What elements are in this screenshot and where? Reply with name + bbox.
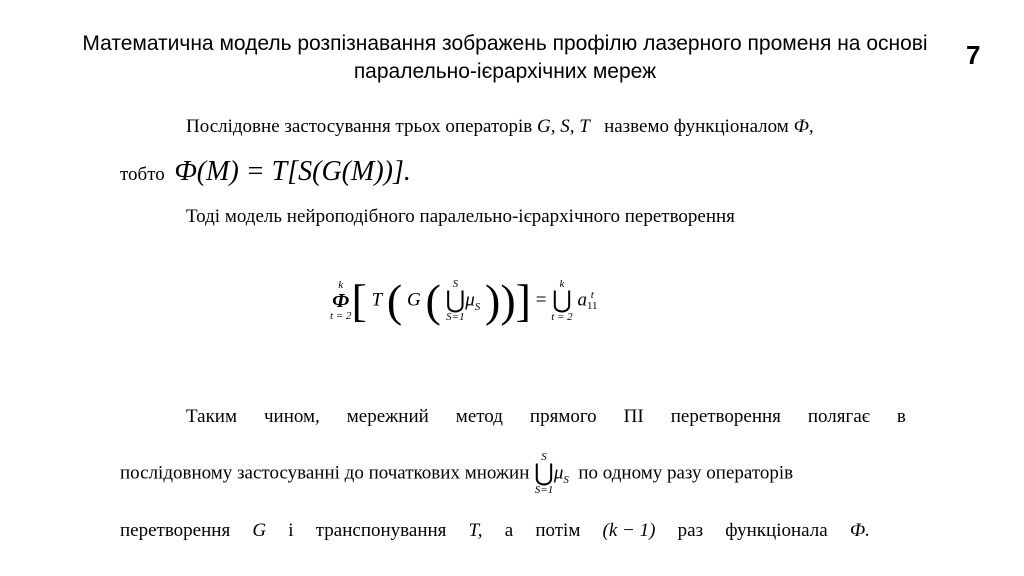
phi-sub: t = 2 (330, 310, 352, 322)
page-number: 7 (966, 40, 981, 70)
paragraph-line-1 (186, 116, 814, 138)
line1-text: Послідовне застосування трьох операторів (186, 116, 538, 137)
phi-main: Ф (332, 290, 350, 312)
word: мережний (346, 406, 429, 427)
phi-operator (330, 280, 351, 322)
union-operator (446, 279, 466, 323)
paragraph-line-3: Тоді модель нейроподібного паралельно-ієрархічного перетворення (186, 206, 735, 227)
open-paren-2: ( (425, 275, 441, 326)
line5-text-b: по одному разу операторів (578, 462, 794, 484)
a-sup: t (590, 289, 594, 301)
word: полягає (807, 406, 870, 427)
word: T, (468, 520, 483, 541)
word: і (288, 520, 294, 541)
word: перетворення (120, 520, 231, 541)
word: раз (677, 520, 704, 541)
word: чином, (263, 406, 320, 427)
line5-text: послідовному застосуванні до початкових множин (120, 462, 530, 484)
word: (k − 1) (602, 520, 656, 541)
word: прямого (529, 406, 597, 427)
word: метод (455, 406, 503, 427)
word: в (896, 406, 906, 427)
close-bracket: ] (515, 275, 531, 326)
operators-symbols: G, S, T (537, 116, 590, 137)
mu-sub: S (474, 301, 481, 314)
a-symbol: a (577, 289, 587, 311)
line2-text: тобто (120, 164, 165, 185)
mu-symbol: μ (465, 289, 475, 311)
slide-title: Математична модель розпізнавання зображень профілю лазерного променя на основі паралельно-ієрархічних мереж (82, 32, 928, 83)
rhs-sup: k (559, 278, 565, 290)
word: G (252, 520, 267, 541)
word: Таким (186, 406, 237, 427)
paragraph-line-6 (120, 520, 870, 542)
word: транспонування (315, 520, 447, 541)
sets-mu-sub: S (563, 474, 569, 487)
phi-symbol: Ф (793, 116, 809, 137)
union-sup: S (452, 278, 459, 290)
close-parens: )) (485, 275, 516, 326)
initial-sets-union (534, 452, 554, 496)
sets-union-sup: S (541, 451, 547, 463)
a-sub: 11 (586, 300, 598, 312)
model-formula (330, 275, 598, 326)
a-indices (587, 290, 598, 312)
G-operator: G (406, 289, 421, 311)
word: а (504, 520, 514, 541)
word: функціонала (725, 520, 828, 541)
open-paren-1: ( (386, 275, 403, 326)
word: Ф. (849, 520, 870, 541)
word: потім (535, 520, 581, 541)
word: ПІ (623, 406, 644, 427)
sets-union-sub: S=1 (534, 484, 554, 496)
union-sub: S=1 (446, 311, 465, 323)
open-bracket: [ (351, 275, 367, 326)
rhs-union-symbol: ⋃ (552, 288, 572, 314)
line1-text-b: назвемо функціоналом (604, 116, 789, 137)
sets-mu: μ (553, 462, 564, 484)
union-symbol: ⋃ (445, 288, 466, 314)
comma: , (808, 116, 814, 137)
paragraph-line-5 (120, 452, 793, 496)
rhs-sub: t = 2 (551, 311, 573, 323)
phi-sup: k (338, 279, 344, 291)
paragraph-line-4 (186, 406, 906, 428)
rhs-union (551, 279, 572, 323)
T-operator: T (371, 289, 383, 311)
word: перетворення (670, 406, 781, 427)
paragraph-line-2 (120, 156, 411, 188)
sets-union-symbol: ⋃ (534, 461, 554, 487)
functional-formula: Ф(M) = T[S(G(M))]. (174, 156, 411, 187)
equals-sign: = (535, 289, 547, 311)
